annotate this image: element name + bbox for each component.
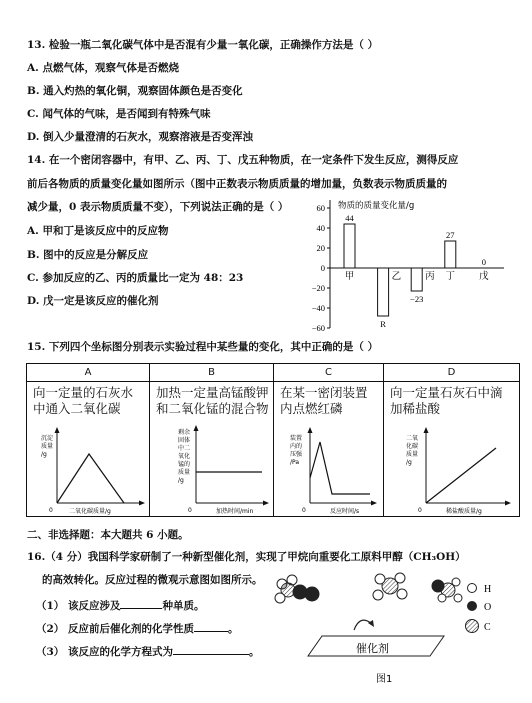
q16-sub1: [36, 597, 204, 613]
y-tick-label: 60: [316, 203, 325, 213]
q14-stem-line1: 14. 在一个密闭容器中，有甲、乙、丙、丁、戊五种物质，在一定条件下发生反应，测得反应: [27, 154, 459, 166]
q16-sub2: [36, 620, 238, 636]
q15-d-ylabel-2: 化碳: [406, 443, 419, 450]
q15-cell-a: [27, 364, 150, 516]
q15-c-ylabel-3: 压强: [290, 451, 303, 458]
category-label: 戊: [479, 271, 489, 282]
q14-stem-line3: 减少量，0 表示物质质量不变），下列说法正确的是（ ）: [27, 201, 289, 213]
q13-option-c: C. 闻气体的气味，是否闻到有特殊气味: [27, 108, 211, 120]
q15-a-ylabel-2: 质量: [41, 443, 54, 450]
q16-sub2-blank[interactable]: [194, 620, 228, 632]
molecule-right: [432, 578, 462, 602]
q14-stem-line2: 前后各物质的质量变化量如图所示（图中正数表示物质质量的增加量，负数表示物质质量的: [27, 178, 447, 190]
q15-graph-c: [274, 420, 384, 516]
q16-sub3-blank[interactable]: [173, 643, 249, 655]
q16-stem-line1: 16.（4 分）我国科学家研制了一种新型催化剂，实现了甲烷向重要化工原料甲醇（CH₃OH）: [27, 551, 466, 563]
q15-d-origin: 0: [418, 507, 422, 514]
q15-d-ylabel-1: 二氧: [406, 435, 419, 442]
q16-sub3-suffix: 。: [248, 646, 260, 658]
q15-graph-b: [150, 420, 274, 516]
q15-desc-d: [390, 385, 503, 417]
q15-b-origin: 0: [188, 507, 192, 514]
q15-desc-d-line2: 加稀盐酸: [390, 401, 441, 416]
molecule-middle: [373, 573, 407, 600]
q15-b-xlabel: 加热时间/min: [216, 508, 254, 515]
q15-letter-a: A: [27, 364, 149, 382]
q15-b-ylabel-7: /g: [178, 477, 184, 484]
q15-desc-b: [156, 385, 269, 417]
q15-b-ylabel-6: 质量: [178, 469, 191, 476]
bar-2: [411, 268, 422, 291]
q15-d-ylabel-3: 质量: [406, 451, 419, 458]
q16-sub3-text: （3） 该反应的化学方程式为: [36, 646, 173, 658]
category-label: 丁: [445, 271, 456, 282]
q16-sub2-suffix: 。: [227, 623, 239, 635]
q16-stem-line2: 的高效转化。反应过程的微观示意图如图所示。: [42, 574, 263, 586]
q15-cell-b: [150, 364, 274, 516]
q15-a-xlabel: 二氧化碳质量/g: [69, 508, 111, 515]
legend-c: C: [484, 622, 491, 633]
y-tick-label: 40: [316, 223, 325, 233]
q15-d-xlabel: 稀盐酸质量/g: [446, 508, 482, 515]
q15-d-ylabel-4: /g: [406, 459, 412, 466]
q14-option-d: D. 戊一定是该反应的催化剂: [27, 295, 159, 307]
q14-option-a: A. 甲和丁是该反应中的反应物: [27, 225, 169, 237]
q15-b-ylabel-4: 氧化: [178, 453, 191, 460]
y-tick-label: 0: [320, 263, 325, 273]
q15-options-table: [26, 363, 520, 517]
q15-graph-d: [384, 420, 519, 516]
q13-option-a: A. 点燃气体，观察气体是否燃烧: [27, 62, 179, 74]
q15-b-ylabel-3: 中二: [178, 445, 191, 452]
catalyst-label: 催化剂: [356, 642, 389, 655]
q15-desc-c-line1: 在某一密闭装置: [280, 385, 368, 400]
y-tick-label: 20: [316, 243, 325, 253]
q14-option-b: B. 图中的反应是分解反应: [27, 249, 149, 261]
q15-letter-b: B: [150, 364, 273, 382]
molecule-left: [275, 575, 319, 603]
q15-stem: 15. 下列四个坐标图分别表示实验过程中某些量的变化，其中正确的是（ ）: [27, 341, 379, 353]
q15-c-xlabel: 反应时间/s: [330, 508, 360, 515]
q15-c-ylabel-2: 内的: [290, 443, 303, 450]
q15-desc-b-line1: 加热一定量高锰酸钾: [156, 385, 269, 400]
section-2-heading: 二、非选择题：本大题共 6 小题。: [27, 529, 189, 541]
value-label: R: [380, 319, 386, 329]
bar-0: [344, 224, 355, 268]
q16-sub1-blank[interactable]: [120, 597, 162, 609]
legend-h: H: [484, 584, 492, 595]
q15-desc-a-line1: 向一定量的石灰水: [33, 385, 134, 400]
figure-caption: 图1: [376, 674, 393, 685]
bar-1: [378, 268, 389, 316]
q13-option-d: D. 倒入少量澄清的石灰水，观察溶液是否变浑浊: [27, 131, 254, 143]
q15-b-ylabel-2: 固体: [178, 437, 191, 444]
q15-desc-a-line2: 中通入二氧化碳: [33, 401, 121, 416]
category-label: 丙: [425, 271, 435, 282]
q15-c-ylabel-1: 装置: [290, 435, 303, 442]
value-label: 0: [481, 257, 487, 267]
y-tick-label: −40: [311, 303, 325, 313]
q15-a-ylabel-1: 沉淀: [41, 435, 54, 442]
q15-letter-c: C: [274, 364, 383, 382]
q15-desc-c: [280, 385, 368, 417]
q16-sub1-suffix: 种单质。: [162, 600, 205, 612]
value-label: 44: [345, 213, 354, 223]
bar-3: [445, 241, 456, 268]
q15-desc-d-line1: 向一定量石灰石中滴: [390, 385, 503, 400]
category-label: 乙: [391, 271, 402, 282]
atom-legend: [466, 584, 492, 634]
q15-desc-b-line2: 和二氧化锰的混合物: [156, 401, 269, 416]
q15-c-origin: 0: [302, 507, 306, 514]
q16-sub1-text: （1） 该反应涉及: [36, 600, 121, 612]
q16-sub3: [36, 643, 259, 659]
q15-b-ylabel-5: 锰的: [178, 461, 191, 468]
mass-change-bar-chart: [296, 196, 512, 338]
reaction-micro-diagram: [262, 570, 524, 690]
y-tick-label: −20: [311, 283, 325, 293]
q15-a-origin: 0: [49, 507, 53, 514]
q13-stem: 13. 检验一瓶二氧化碳气体中是否混有少量一氧化碳，正确操作方法是（ ）: [27, 39, 379, 51]
value-label: 27: [446, 230, 455, 240]
curved-arrow-icon: [354, 620, 372, 630]
category-label: 甲: [344, 271, 355, 282]
y-tick-label: −60: [311, 323, 325, 333]
q15-letter-d: D: [384, 364, 519, 382]
q13-option-b: B. 通入灼热的氧化铜，观察固体颜色是否变化: [27, 85, 243, 97]
q15-desc-c-line2: 内点燃红磷: [280, 401, 343, 416]
q15-c-ylabel-4: /Pa: [290, 459, 300, 466]
y-axis-label: 物质的质量变化量/g: [338, 201, 415, 211]
value-label: −23: [410, 294, 424, 304]
q14-option-c: C. 参加反应的乙、丙的质量比一定为 48：23: [27, 272, 244, 284]
q15-graph-a: [27, 420, 150, 516]
q15-desc-a: [33, 385, 133, 417]
q15-b-ylabel-1: 剩余: [178, 429, 191, 436]
q15-cell-c: [274, 364, 384, 516]
q16-sub2-text: （2） 反应前后催化剂的化学性质: [36, 623, 194, 635]
q15-a-ylabel-3: /g: [41, 451, 47, 458]
legend-o: O: [484, 602, 492, 613]
q15-cell-d: [384, 364, 519, 516]
